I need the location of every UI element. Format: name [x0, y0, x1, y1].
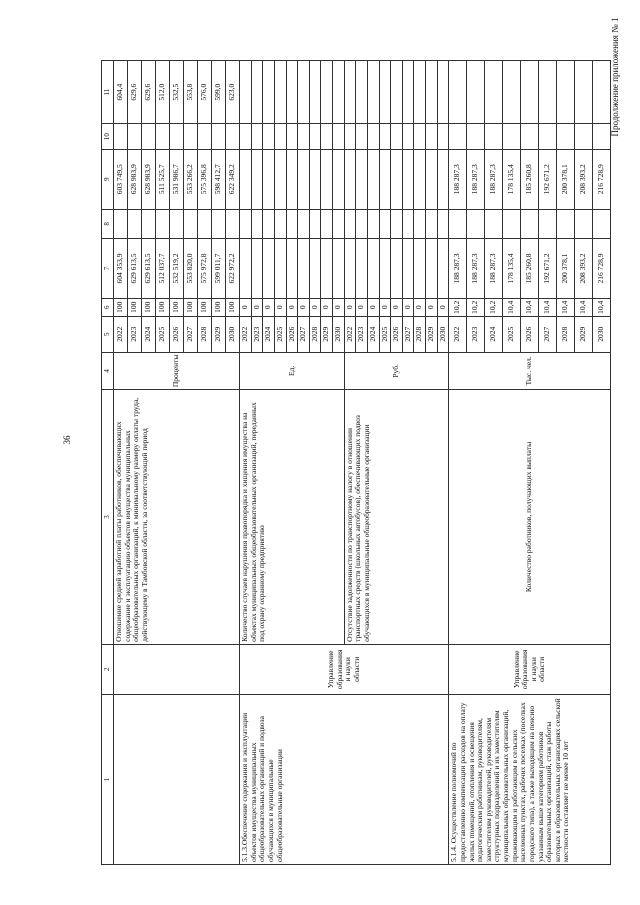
value-cell: [437, 150, 449, 210]
year-cell: 2026: [286, 316, 298, 352]
value-cell: [402, 150, 414, 210]
rotated-table-wrapper: [101, 60, 621, 865]
value-cell: 629,6: [128, 61, 142, 124]
value-cell: [333, 124, 345, 150]
indicator-name-cell: Отсутствие задолженности по транспортному налогу в отношении транспортных средств (школьных автобусов), обеспечивающих подвоз обучающихся в муниципальные общеобразовательные организации: [344, 390, 449, 645]
value-cell: [539, 61, 557, 124]
indicator-name-cell: Количество случаев нарушения правопорядка и хищения имущества на объектах муниципальных общеобразовательных организаций, переданных под охрану охранному предприятию: [240, 390, 345, 645]
value-cell: 10,4: [503, 298, 521, 316]
year-cell: 2028: [309, 316, 321, 352]
value-cell: 185 260,8: [521, 239, 539, 299]
value-cell: 599,0: [212, 61, 226, 124]
value-cell: [593, 209, 611, 239]
col-header: 7: [102, 239, 114, 299]
value-cell: [321, 124, 333, 150]
table-row: [114, 61, 128, 865]
executor-cell: [114, 644, 240, 694]
value-cell: [356, 209, 368, 239]
table-body: [114, 61, 611, 865]
value-cell: [212, 124, 226, 150]
value-cell: 0: [333, 298, 345, 316]
value-cell: [426, 239, 438, 299]
value-cell: 10,4: [539, 298, 557, 316]
value-cell: [414, 150, 426, 210]
value-cell: [414, 239, 426, 299]
value-cell: [286, 209, 298, 239]
value-cell: [485, 124, 503, 150]
value-cell: [226, 124, 240, 150]
value-cell: 208 393,2: [575, 239, 593, 299]
value-cell: 629 613,5: [142, 239, 156, 299]
value-cell: 0: [391, 298, 403, 316]
col-header: 1: [102, 694, 114, 864]
value-cell: [379, 239, 391, 299]
value-cell: [321, 239, 333, 299]
value-cell: [367, 209, 379, 239]
year-cell: 2025: [274, 316, 286, 352]
value-cell: [128, 124, 142, 150]
value-cell: [391, 61, 403, 124]
value-cell: [557, 124, 575, 150]
value-cell: [426, 150, 438, 210]
value-cell: 628 983,9: [142, 150, 156, 210]
table-row: [240, 61, 252, 865]
value-cell: [170, 209, 184, 239]
value-cell: 511 525,7: [156, 150, 170, 210]
value-cell: 10,2: [467, 298, 485, 316]
year-cell: 2023: [356, 316, 368, 352]
col-header: 3: [102, 390, 114, 645]
value-cell: [114, 209, 128, 239]
value-cell: [274, 150, 286, 210]
value-cell: [521, 61, 539, 124]
year-cell: 2027: [298, 316, 310, 352]
value-cell: [414, 61, 426, 124]
value-cell: 599 011,7: [212, 239, 226, 299]
value-cell: [321, 150, 333, 210]
value-cell: 200 378,1: [557, 150, 575, 210]
year-cell: 2029: [426, 316, 438, 352]
col-header: 8: [102, 209, 114, 239]
value-cell: 0: [367, 298, 379, 316]
value-cell: [251, 209, 263, 239]
value-cell: 622 972,2: [226, 239, 240, 299]
value-cell: 575 972,8: [198, 239, 212, 299]
unit-cell: Руб.: [344, 352, 449, 390]
value-cell: [128, 209, 142, 239]
executor-cell: Управление образования и науки области: [449, 644, 611, 694]
value-cell: [286, 61, 298, 124]
value-cell: [356, 239, 368, 299]
value-cell: 10,4: [521, 298, 539, 316]
value-cell: [251, 239, 263, 299]
value-cell: [263, 61, 275, 124]
value-cell: 604 353,9: [114, 239, 128, 299]
value-cell: 629,6: [142, 61, 156, 124]
value-cell: 100: [170, 298, 184, 316]
year-cell: 2027: [184, 316, 198, 352]
value-cell: [333, 61, 345, 124]
value-cell: [437, 209, 449, 239]
value-cell: [240, 239, 252, 299]
value-cell: [184, 124, 198, 150]
value-cell: 100: [184, 298, 198, 316]
value-cell: [184, 209, 198, 239]
col-header: 5: [102, 316, 114, 352]
value-cell: [114, 124, 128, 150]
value-cell: [356, 124, 368, 150]
value-cell: [309, 124, 321, 150]
value-cell: [344, 209, 356, 239]
value-cell: 553 820,0: [184, 239, 198, 299]
value-cell: [240, 124, 252, 150]
value-cell: [449, 209, 467, 239]
year-cell: 2030: [437, 316, 449, 352]
value-cell: 603 749,5: [114, 150, 128, 210]
col-header: 9: [102, 150, 114, 210]
value-cell: [321, 209, 333, 239]
value-cell: 629 613,5: [128, 239, 142, 299]
value-cell: [557, 209, 575, 239]
value-cell: 216 728,9: [593, 150, 611, 210]
unit-cell: Проценты: [114, 352, 240, 390]
value-cell: [156, 209, 170, 239]
value-cell: 512 037,7: [156, 239, 170, 299]
value-cell: 0: [356, 298, 368, 316]
value-cell: [437, 61, 449, 124]
value-cell: [198, 124, 212, 150]
year-cell: 2023: [251, 316, 263, 352]
value-cell: 10,4: [575, 298, 593, 316]
year-cell: 2024: [263, 316, 275, 352]
value-cell: [449, 124, 467, 150]
value-cell: 188 287,3: [485, 150, 503, 210]
value-cell: [263, 209, 275, 239]
value-cell: [379, 150, 391, 210]
value-cell: [379, 61, 391, 124]
value-cell: [575, 124, 593, 150]
value-cell: [212, 209, 226, 239]
value-cell: [449, 61, 467, 124]
value-cell: [593, 124, 611, 150]
value-cell: 0: [379, 298, 391, 316]
value-cell: 0: [402, 298, 414, 316]
value-cell: [333, 239, 345, 299]
value-cell: [379, 209, 391, 239]
value-cell: 100: [226, 298, 240, 316]
value-cell: [367, 61, 379, 124]
year-cell: 2028: [198, 316, 212, 352]
value-cell: [367, 150, 379, 210]
value-cell: 0: [414, 298, 426, 316]
column-number-row: [102, 61, 114, 865]
value-cell: 0: [344, 298, 356, 316]
page-number: 36: [62, 435, 72, 445]
value-cell: [344, 239, 356, 299]
year-cell: 2024: [367, 316, 379, 352]
value-cell: 100: [156, 298, 170, 316]
section-name-cell: 5.1.4. Осуществление полномочий по предоставлению компенсации расходов на оплату жилых помещений, отопления и освещения педагогическим работникам, руководителям, заместителям руководителей, руководителям структурных подразделений и их заместителям муниципальных образовательных организаций, проживающим и работающим в сельских населенных пунктах, рабочих поселках (поселках городского типа), а также выходящим на пенсию указанным выше категориям работников образовательных организаций, стаж работы которых в образовательных организациях сельской местности составляет не менее 10 лет: [449, 694, 611, 864]
value-cell: [286, 150, 298, 210]
value-cell: 628 983,9: [128, 150, 142, 210]
value-cell: [240, 209, 252, 239]
value-cell: [391, 150, 403, 210]
value-cell: [391, 209, 403, 239]
value-cell: 532,5: [170, 61, 184, 124]
year-cell: 2025: [379, 316, 391, 352]
col-header: 11: [102, 61, 114, 124]
value-cell: [142, 124, 156, 150]
value-cell: [503, 124, 521, 150]
year-cell: 2026: [170, 316, 184, 352]
value-cell: 604,4: [114, 61, 128, 124]
unit-cell: Тыс. чел.: [449, 352, 611, 390]
year-cell: 2023: [128, 316, 142, 352]
year-cell: 2022: [449, 316, 467, 352]
value-cell: 0: [321, 298, 333, 316]
year-cell: 2025: [503, 316, 521, 352]
value-cell: [321, 61, 333, 124]
value-cell: [298, 209, 310, 239]
value-cell: 100: [128, 298, 142, 316]
value-cell: 100: [142, 298, 156, 316]
value-cell: [142, 209, 156, 239]
value-cell: 512,0: [156, 61, 170, 124]
value-cell: [503, 61, 521, 124]
value-cell: [344, 61, 356, 124]
value-cell: 0: [240, 298, 252, 316]
value-cell: [274, 209, 286, 239]
value-cell: 622 349,2: [226, 150, 240, 210]
indicator-name-cell: Отношение средней заработной платы работников, обеспечивающих содержание и эксплуатацию объектов имущества муниципальных общеобразовательных организаций, к минимальному размеру оплаты труда, действующему в Тамбовской области, за соответствующий период: [114, 390, 240, 645]
value-cell: 188 287,3: [485, 239, 503, 299]
value-cell: [298, 61, 310, 124]
year-cell: 2029: [212, 316, 226, 352]
value-cell: 0: [437, 298, 449, 316]
value-cell: [426, 209, 438, 239]
year-cell: 2026: [521, 316, 539, 352]
value-cell: [309, 209, 321, 239]
value-cell: [367, 124, 379, 150]
value-cell: [298, 150, 310, 210]
value-cell: 188 287,3: [467, 239, 485, 299]
value-cell: [402, 209, 414, 239]
value-cell: 0: [274, 298, 286, 316]
col-header: 2: [102, 644, 114, 694]
value-cell: [402, 239, 414, 299]
value-cell: 576,0: [198, 61, 212, 124]
value-cell: 216 728,9: [593, 239, 611, 299]
value-cell: [226, 209, 240, 239]
value-cell: 185 260,8: [521, 150, 539, 210]
value-cell: 532 519,2: [170, 239, 184, 299]
value-cell: [539, 124, 557, 150]
year-cell: 2024: [485, 316, 503, 352]
value-cell: [575, 61, 593, 124]
value-cell: [251, 150, 263, 210]
value-cell: [391, 239, 403, 299]
value-cell: 0: [298, 298, 310, 316]
year-cell: 2029: [321, 316, 333, 352]
value-cell: [263, 150, 275, 210]
value-cell: 200 378,1: [557, 239, 575, 299]
value-cell: [356, 61, 368, 124]
value-cell: [426, 61, 438, 124]
year-cell: 2028: [557, 316, 575, 352]
value-cell: 0: [286, 298, 298, 316]
value-cell: [503, 209, 521, 239]
year-cell: 2022: [114, 316, 128, 352]
value-cell: [198, 209, 212, 239]
value-cell: 0: [309, 298, 321, 316]
value-cell: 188 287,3: [449, 239, 467, 299]
value-cell: 0: [251, 298, 263, 316]
year-cell: 2026: [391, 316, 403, 352]
value-cell: [467, 209, 485, 239]
section-name-cell: 5.1.3.Обеспечение содержания и эксплуатации объектов имущества муниципальных общеобразовательных организаций и подвоза обучающихся в муниципальные общеобразовательные организации: [240, 694, 449, 864]
table-row: [449, 61, 467, 865]
value-cell: [170, 124, 184, 150]
year-cell: 2022: [240, 316, 252, 352]
value-cell: [156, 124, 170, 150]
value-cell: [344, 124, 356, 150]
value-cell: 598 412,7: [212, 150, 226, 210]
value-cell: 178 135,4: [503, 239, 521, 299]
value-cell: [333, 150, 345, 210]
value-cell: [485, 61, 503, 124]
value-cell: 0: [426, 298, 438, 316]
value-cell: [467, 61, 485, 124]
value-cell: [426, 124, 438, 150]
section-name-cell: [114, 694, 240, 864]
value-cell: [286, 239, 298, 299]
value-cell: [485, 209, 503, 239]
value-cell: [344, 150, 356, 210]
value-cell: 100: [212, 298, 226, 316]
value-cell: 10,4: [557, 298, 575, 316]
year-cell: 2023: [467, 316, 485, 352]
year-cell: 2022: [344, 316, 356, 352]
value-cell: [251, 124, 263, 150]
value-cell: [391, 124, 403, 150]
value-cell: [557, 61, 575, 124]
value-cell: [298, 124, 310, 150]
value-cell: 531 986,7: [170, 150, 184, 210]
program-indicators-table: [101, 60, 611, 865]
year-cell: 2030: [333, 316, 345, 352]
value-cell: [298, 239, 310, 299]
value-cell: 192 671,2: [539, 239, 557, 299]
executor-cell: Управление образования и науки области: [240, 644, 449, 694]
year-cell: 2029: [575, 316, 593, 352]
value-cell: 178 135,4: [503, 150, 521, 210]
value-cell: [356, 150, 368, 210]
value-cell: [593, 61, 611, 124]
appendix-continuation-note: Продолжение приложения № 1: [610, 17, 620, 137]
value-cell: [263, 124, 275, 150]
value-cell: [402, 61, 414, 124]
value-cell: 192 671,2: [539, 150, 557, 210]
value-cell: 10,2: [449, 298, 467, 316]
value-cell: [521, 124, 539, 150]
value-cell: [240, 150, 252, 210]
value-cell: 100: [114, 298, 128, 316]
col-header: 4: [102, 352, 114, 390]
value-cell: 10,2: [485, 298, 503, 316]
unit-cell: Ед.: [240, 352, 345, 390]
value-cell: [333, 209, 345, 239]
value-cell: [286, 124, 298, 150]
value-cell: [274, 239, 286, 299]
value-cell: 188 287,3: [467, 150, 485, 210]
col-header: 10: [102, 124, 114, 150]
value-cell: 208 393,2: [575, 150, 593, 210]
value-cell: 553 266,2: [184, 150, 198, 210]
value-cell: [309, 239, 321, 299]
value-cell: [467, 124, 485, 150]
value-cell: [575, 209, 593, 239]
indicator-name-cell: Количество работников, получающих выплаты: [449, 390, 611, 645]
value-cell: [414, 124, 426, 150]
value-cell: [274, 61, 286, 124]
value-cell: [539, 209, 557, 239]
value-cell: [309, 150, 321, 210]
value-cell: [240, 61, 252, 124]
year-cell: 2030: [593, 316, 611, 352]
value-cell: [414, 209, 426, 239]
col-header: 6: [102, 298, 114, 316]
year-cell: 2025: [156, 316, 170, 352]
value-cell: 0: [263, 298, 275, 316]
value-cell: [309, 61, 321, 124]
value-cell: [379, 124, 391, 150]
value-cell: [251, 61, 263, 124]
value-cell: 188 287,3: [449, 150, 467, 210]
year-cell: 2028: [414, 316, 426, 352]
value-cell: [402, 124, 414, 150]
value-cell: [274, 124, 286, 150]
year-cell: 2027: [402, 316, 414, 352]
value-cell: 623,0: [226, 61, 240, 124]
value-cell: [367, 239, 379, 299]
value-cell: [263, 239, 275, 299]
value-cell: 553,8: [184, 61, 198, 124]
year-cell: 2027: [539, 316, 557, 352]
value-cell: [437, 239, 449, 299]
value-cell: 575 396,8: [198, 150, 212, 210]
value-cell: 10,4: [593, 298, 611, 316]
year-cell: 2030: [226, 316, 240, 352]
value-cell: [437, 124, 449, 150]
year-cell: 2024: [142, 316, 156, 352]
value-cell: 100: [198, 298, 212, 316]
value-cell: [521, 209, 539, 239]
